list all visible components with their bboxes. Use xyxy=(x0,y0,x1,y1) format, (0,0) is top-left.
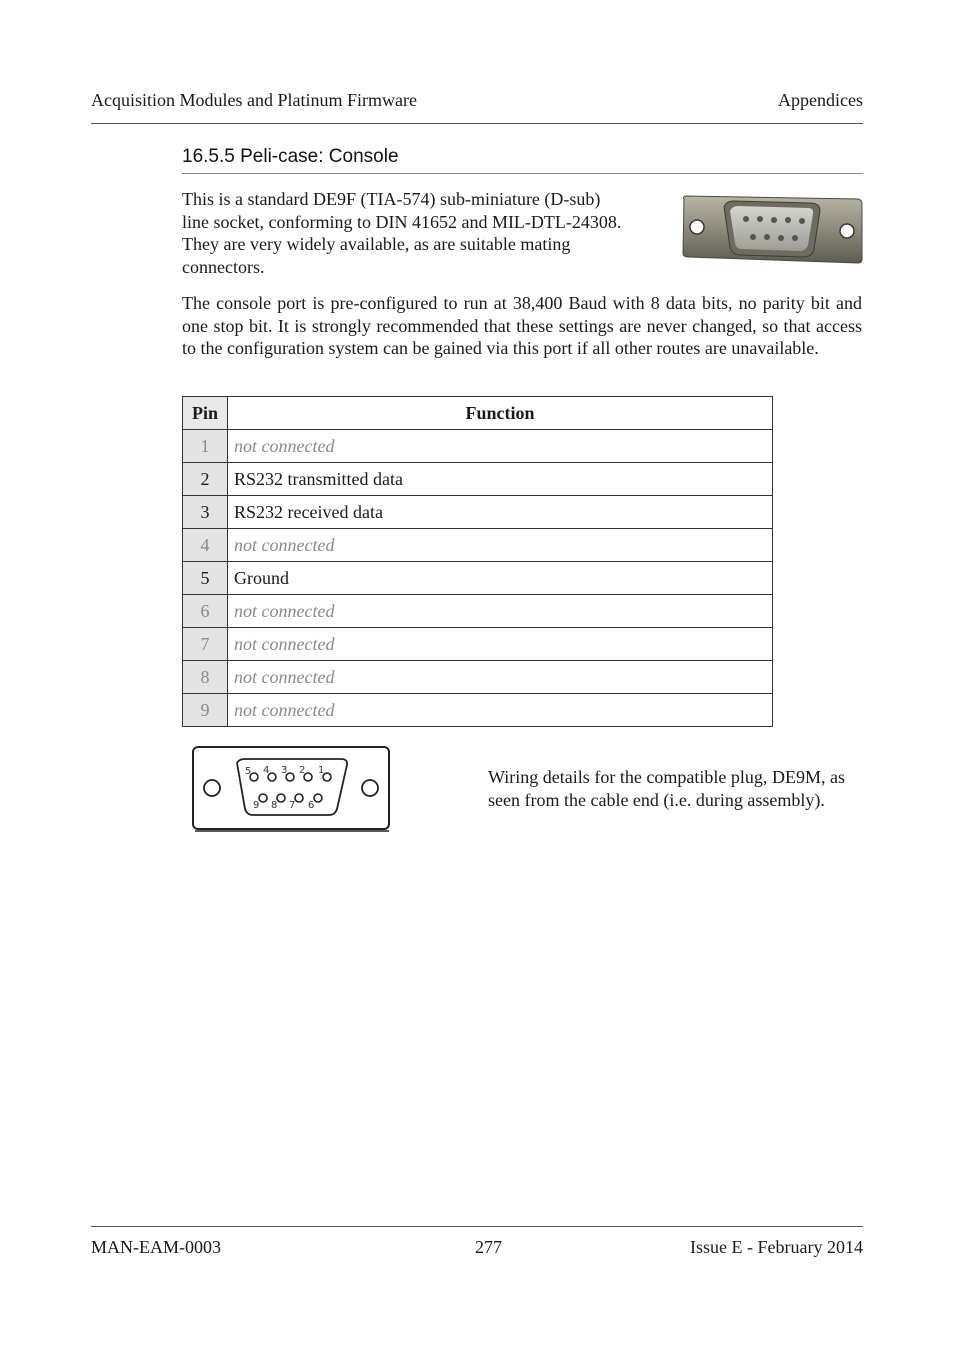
table-row xyxy=(183,430,773,463)
table-row xyxy=(183,562,773,595)
pin-function: RS232 transmitted data xyxy=(228,463,773,496)
pin-function: not connected xyxy=(228,595,773,628)
pin-function: not connected xyxy=(228,529,773,562)
pin-number: 6 xyxy=(183,595,228,628)
pin-function: not connected xyxy=(228,430,773,463)
document-number: MAN-EAM-0003 xyxy=(91,1237,221,1257)
pin-label: 3 xyxy=(281,765,288,776)
issue-date: Issue E - February 2014 xyxy=(690,1237,863,1257)
pin-label: 2 xyxy=(299,765,306,776)
table-row xyxy=(183,529,773,562)
section-title: 16.5.5 Peli-case: Console xyxy=(182,146,863,174)
page-header xyxy=(91,90,863,124)
pin-label: 8 xyxy=(271,800,278,811)
pin-number: 9 xyxy=(183,694,228,727)
table-row xyxy=(183,496,773,529)
pin-label: 1 xyxy=(318,765,325,776)
pin-number: 4 xyxy=(183,529,228,562)
header-section: Appendices xyxy=(778,90,863,110)
intro-paragraph: This is a standard DE9F (TIA-574) sub-miniature (D-sub) line socket, conforming to DIN 41652 and MIL-DTL-24308. They are very widely available, as are suitable mating connectors. xyxy=(182,189,622,277)
page-number: 277 xyxy=(475,1237,502,1257)
page-footer xyxy=(91,1226,863,1261)
pin-function: RS232 received data xyxy=(228,496,773,529)
function-column-header: Function xyxy=(228,397,773,430)
wiring-caption: Wiring details for the compatible plug, DE9M, as seen from the cable end (i.e. during assembly). xyxy=(488,767,845,810)
pin-label: 6 xyxy=(308,800,315,811)
pin-label: 9 xyxy=(253,800,260,811)
header-title: Acquisition Modules and Platinum Firmware xyxy=(91,90,417,110)
table-row xyxy=(183,661,773,694)
pin-number: 3 xyxy=(183,496,228,529)
de9f-connector-photo xyxy=(680,187,864,267)
table-row xyxy=(183,628,773,661)
pin-number: 1 xyxy=(183,430,228,463)
pin-function: Ground xyxy=(228,562,773,595)
pin-function: not connected xyxy=(228,661,773,694)
pin-label: 4 xyxy=(263,765,270,776)
pin-label: 7 xyxy=(289,800,296,811)
table-row xyxy=(183,463,773,496)
pin-number: 5 xyxy=(183,562,228,595)
de9m-wiring-diagram xyxy=(191,745,391,833)
pin-label: 5 xyxy=(245,766,252,777)
table-row xyxy=(183,595,773,628)
table-header-row xyxy=(183,397,773,430)
pin-number: 2 xyxy=(183,463,228,496)
pinout-table xyxy=(182,396,773,727)
pin-column-header: Pin xyxy=(183,397,228,430)
pin-number: 7 xyxy=(183,628,228,661)
pin-function: not connected xyxy=(228,694,773,727)
console-settings-paragraph: The console port is pre-configured to run at 38,400 Baud with 8 data bits, no parity bit and one stop bit. It is strongly recommended that these settings are never changed, so that access to the configuration system can be gained via this port if all other routes are unavailable. xyxy=(182,293,862,359)
table-row xyxy=(183,694,773,727)
pin-function: not connected xyxy=(228,628,773,661)
pin-number: 8 xyxy=(183,661,228,694)
